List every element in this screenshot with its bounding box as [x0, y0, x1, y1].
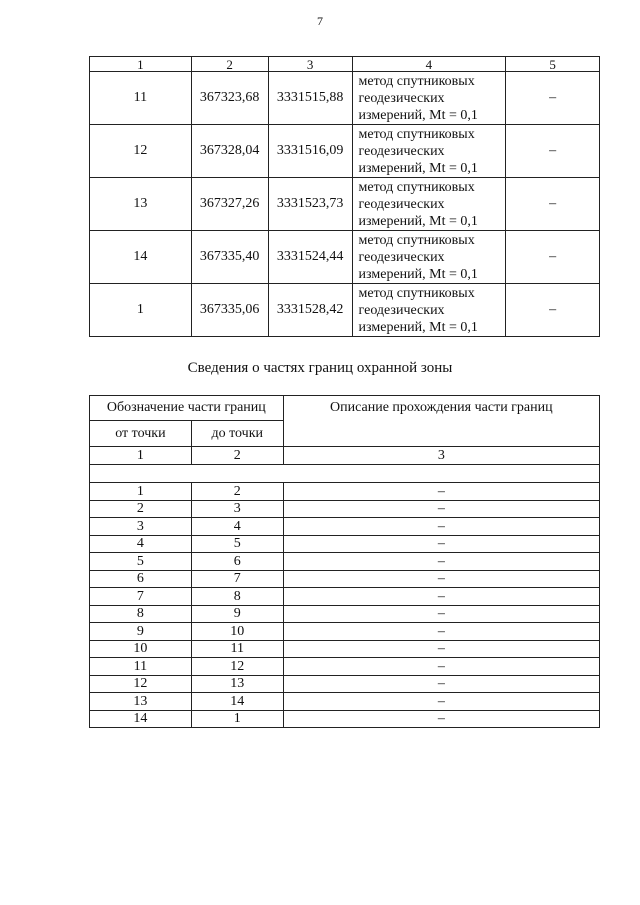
- header-from: от точки: [90, 421, 192, 447]
- to-point: 3: [191, 500, 283, 518]
- method-description: [352, 284, 506, 337]
- point-number: 12: [90, 125, 192, 178]
- coordinates-row: [90, 178, 600, 231]
- parts-row: [90, 710, 600, 728]
- to-point: 7: [191, 570, 283, 588]
- to-point: 1: [191, 710, 283, 728]
- part-description: –: [283, 658, 599, 676]
- from-point: 10: [90, 640, 192, 658]
- coordinates-table: [89, 56, 600, 337]
- method-line: геодезических: [358, 196, 445, 212]
- parts-header-row: [90, 396, 600, 421]
- boundary-parts-table: [89, 395, 600, 728]
- part-description: –: [283, 518, 599, 536]
- from-point: 1: [90, 483, 192, 501]
- coordinate-y: 3331523,73: [268, 178, 352, 231]
- parts-row: [90, 518, 600, 536]
- from-point: 13: [90, 693, 192, 711]
- from-point: 14: [90, 710, 192, 728]
- to-point: 4: [191, 518, 283, 536]
- part-description: –: [283, 675, 599, 693]
- parts-row: [90, 570, 600, 588]
- parts-row: [90, 640, 600, 658]
- parts-row: [90, 500, 600, 518]
- coordinate-y: 3331516,09: [268, 125, 352, 178]
- method-line: метод спутниковых: [358, 232, 475, 248]
- parts-row: [90, 605, 600, 623]
- column-number: 2: [191, 447, 283, 465]
- to-point: 13: [191, 675, 283, 693]
- to-point: 8: [191, 588, 283, 606]
- method-line: метод спутниковых: [358, 285, 475, 301]
- to-point: 9: [191, 605, 283, 623]
- point-number: 11: [90, 72, 192, 125]
- column-number: 3: [283, 447, 599, 465]
- parts-row: [90, 623, 600, 641]
- coordinates-row: [90, 125, 600, 178]
- coordinate-y: 3331528,42: [268, 284, 352, 337]
- parts-row: [90, 553, 600, 571]
- to-point: 12: [191, 658, 283, 676]
- from-point: 2: [90, 500, 192, 518]
- part-description: –: [283, 553, 599, 571]
- method-line: метод спутниковых: [358, 179, 475, 195]
- parts-row: [90, 675, 600, 693]
- part-description: –: [283, 710, 599, 728]
- part-description: –: [283, 535, 599, 553]
- part-description: –: [283, 693, 599, 711]
- column-number: 1: [90, 57, 192, 72]
- from-point: 4: [90, 535, 192, 553]
- page-number: 7: [317, 14, 323, 28]
- method-line: геодезических: [358, 249, 445, 265]
- method-description: [352, 231, 506, 284]
- method-line: измерений, Mt = 0,1: [358, 107, 478, 123]
- method-line: измерений, Mt = 0,1: [358, 213, 478, 229]
- method-description: [352, 72, 506, 125]
- part-description: –: [283, 570, 599, 588]
- coordinates-column-numbers: [90, 57, 600, 72]
- part-description: –: [283, 483, 599, 501]
- to-point: 5: [191, 535, 283, 553]
- parts-column-numbers: [90, 447, 600, 465]
- part-description: –: [283, 640, 599, 658]
- method-line: метод спутниковых: [358, 126, 475, 142]
- from-point: 11: [90, 658, 192, 676]
- parts-row: [90, 693, 600, 711]
- from-point: 6: [90, 570, 192, 588]
- from-point: 12: [90, 675, 192, 693]
- point-number: 14: [90, 231, 192, 284]
- method-line: геодезических: [358, 90, 445, 106]
- column-number: 1: [90, 447, 192, 465]
- coordinate-x: 367335,06: [191, 284, 268, 337]
- coordinate-x: 367327,26: [191, 178, 268, 231]
- coordinates-row: [90, 284, 600, 337]
- part-description: –: [283, 588, 599, 606]
- method-line: геодезических: [358, 143, 445, 159]
- coordinates-row: [90, 231, 600, 284]
- parts-row: [90, 483, 600, 501]
- to-point: 6: [191, 553, 283, 571]
- header-designation: Обозначение части границ: [90, 396, 284, 421]
- parts-row: [90, 588, 600, 606]
- part-description: –: [283, 605, 599, 623]
- point-number: 1: [90, 284, 192, 337]
- method-line: измерений, Mt = 0,1: [358, 160, 478, 176]
- coordinate-x: 367328,04: [191, 125, 268, 178]
- coordinate-x: 367323,68: [191, 72, 268, 125]
- method-line: геодезических: [358, 302, 445, 318]
- from-point: 3: [90, 518, 192, 536]
- from-point: 8: [90, 605, 192, 623]
- note-value: –: [506, 284, 600, 337]
- coordinate-y: 3331524,44: [268, 231, 352, 284]
- parts-row: [90, 535, 600, 553]
- to-point: 10: [191, 623, 283, 641]
- note-value: –: [506, 125, 600, 178]
- section-title: Сведения о частях границ охранной зоны: [187, 360, 453, 376]
- note-value: –: [506, 178, 600, 231]
- parts-blank-row: [90, 465, 600, 483]
- note-value: –: [506, 72, 600, 125]
- method-line: измерений, Mt = 0,1: [358, 319, 478, 335]
- column-number: 2: [191, 57, 268, 72]
- method-description: [352, 178, 506, 231]
- from-point: 7: [90, 588, 192, 606]
- header-description: Описание прохождения части границ: [283, 396, 599, 447]
- method-line: метод спутниковых: [358, 73, 475, 89]
- coordinate-y: 3331515,88: [268, 72, 352, 125]
- part-description: –: [283, 623, 599, 641]
- from-point: 9: [90, 623, 192, 641]
- column-number: 5: [506, 57, 600, 72]
- parts-row: [90, 658, 600, 676]
- coordinates-row: [90, 72, 600, 125]
- from-point: 5: [90, 553, 192, 571]
- to-point: 14: [191, 693, 283, 711]
- note-value: –: [506, 231, 600, 284]
- coordinate-x: 367335,40: [191, 231, 268, 284]
- method-description: [352, 125, 506, 178]
- to-point: 2: [191, 483, 283, 501]
- header-to: до точки: [191, 421, 283, 447]
- blank-cell: [90, 465, 600, 483]
- part-description: –: [283, 500, 599, 518]
- to-point: 11: [191, 640, 283, 658]
- column-number: 3: [268, 57, 352, 72]
- method-line: измерений, Mt = 0,1: [358, 266, 478, 282]
- point-number: 13: [90, 178, 192, 231]
- column-number: 4: [352, 57, 506, 72]
